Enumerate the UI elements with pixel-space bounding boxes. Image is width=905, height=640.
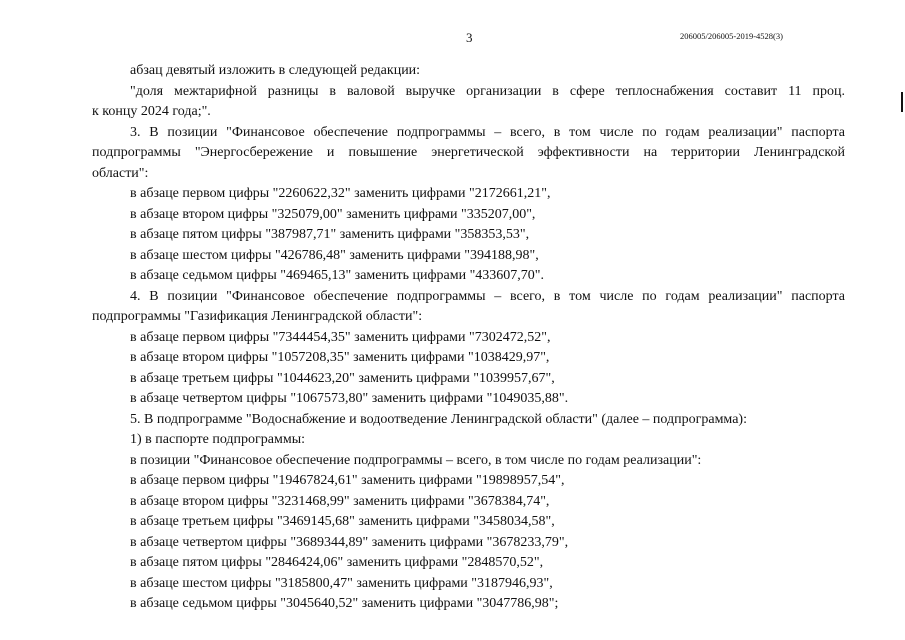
text-line: в абзаце седьмом цифры "3045640,52" заменить цифрами "3047786,98"; bbox=[130, 596, 559, 611]
margin-mark bbox=[901, 92, 903, 112]
document-id: 206005/206005-2019-4528(3) bbox=[680, 31, 783, 41]
text-line: в абзаце шестом цифры "426786,48" заменить цифрами "394188,98", bbox=[130, 247, 539, 263]
text-line: 5. В подпрограмме "Водоснабжение и водоотведение Ленинградской области" (далее – подпрограмма): bbox=[130, 411, 747, 427]
text-line: в абзаце втором цифры "3231468,99" заменить цифрами "3678384,74", bbox=[130, 493, 550, 509]
text-line: 3. В позиции "Финансовое обеспечение подпрограммы – всего, в том числе по годам реализации" паспорта bbox=[130, 124, 845, 140]
text-line: в абзаце втором цифры "1057208,35" заменить цифрами "1038429,97", bbox=[130, 350, 550, 365]
page-number: 3 bbox=[466, 30, 473, 45]
text-line: 4. В позиции "Финансовое обеспечение подпрограммы – всего, в том числе по годам реализации" паспорта bbox=[130, 288, 845, 304]
text-line: подпрограммы "Газификация Ленинградской области": bbox=[92, 309, 423, 324]
text-line: к концу 2024 года;". bbox=[92, 104, 211, 119]
text-line: в абзаце третьем цифры "1044623,20" заменить цифрами "1039957,67", bbox=[130, 370, 555, 386]
text-line: 1) в паспорте подпрограммы: bbox=[130, 432, 306, 447]
text-line: области": bbox=[92, 165, 149, 181]
text-line: в абзаце втором цифры "325079,00" заменить цифрами "335207,00", bbox=[130, 206, 536, 222]
text-line: в абзаце третьем цифры "3469145,68" заменить цифрами "3458034,58", bbox=[130, 514, 555, 529]
document-body bbox=[92, 61, 845, 615]
text-line: в абзаце шестом цифры "3185800,47" заменить цифрами "3187946,93", bbox=[130, 575, 553, 591]
text-line: в абзаце пятом цифры "2846424,06" заменить цифрами "2848570,52", bbox=[130, 555, 544, 570]
text-line: в абзаце первом цифры "7344454,35" заменить цифрами "7302472,52", bbox=[130, 329, 551, 345]
text-line: абзац девятый изложить в следующей редакции: bbox=[130, 63, 421, 78]
text-line: в позиции "Финансовое обеспечение подпрограммы – всего, в том числе по годам реализации": bbox=[130, 452, 702, 468]
text-line: в абзаце четвертом цифры "1067573,80" заменить цифрами "1049035,88". bbox=[130, 391, 569, 406]
text-line: подпрограммы "Энергосбережение и повышение энергетической эффективности на территории Ленинградской bbox=[92, 145, 845, 160]
text-line: в абзаце пятом цифры "387987,71" заменить цифрами "358353,53", bbox=[130, 227, 530, 242]
text-line: "доля межтарифной разницы в валовой выручке организации в сфере теплоснабжения составит 11 проц. bbox=[130, 83, 845, 99]
text-line: в абзаце первом цифры "2260622,32" заменить цифрами "2172661,21", bbox=[130, 186, 551, 201]
text-line: в абзаце седьмом цифры "469465,13" заменить цифрами "433607,70". bbox=[130, 268, 545, 283]
text-line: в абзаце четвертом цифры "3689344,89" заменить цифрами "3678233,79", bbox=[130, 534, 569, 550]
text-line: в абзаце первом цифры "19467824,61" заменить цифрами "19898957,54", bbox=[130, 473, 565, 488]
